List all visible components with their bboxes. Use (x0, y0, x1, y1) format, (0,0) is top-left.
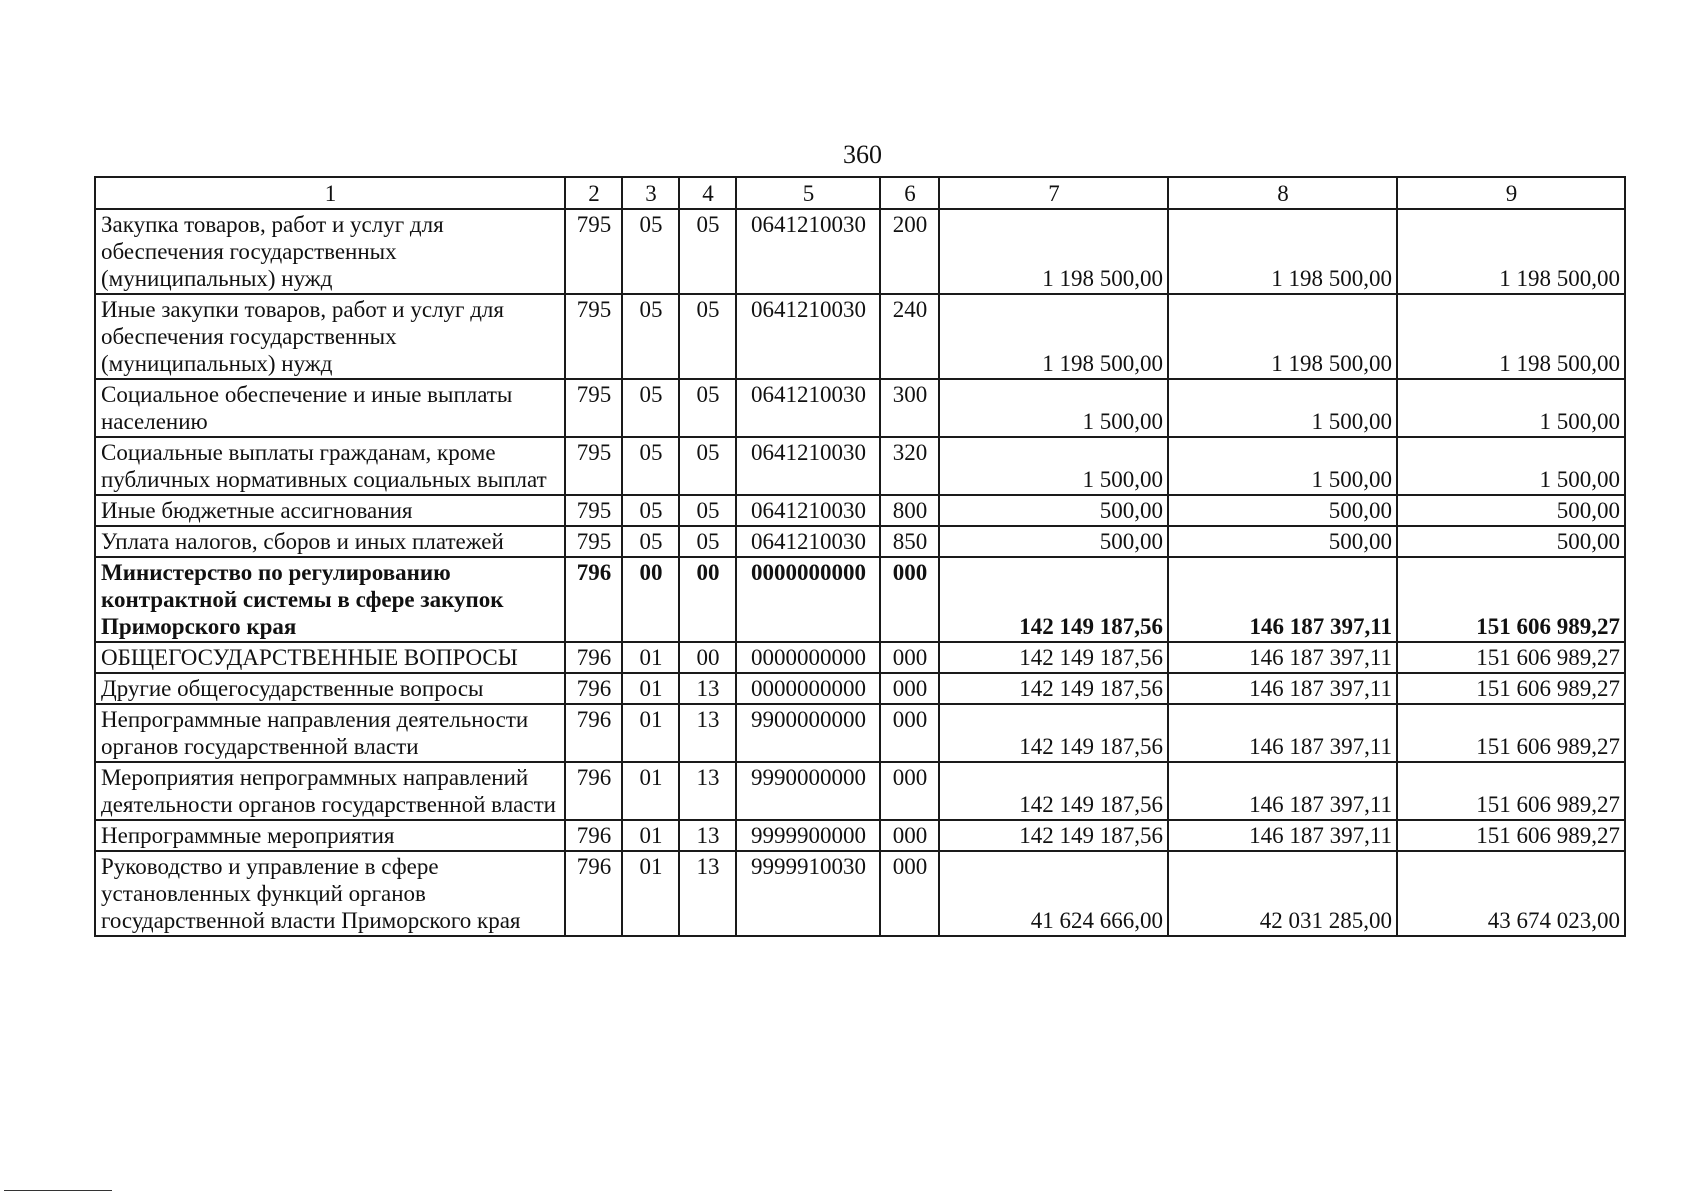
cell-expense-type: 320 (880, 437, 939, 495)
cell-amount-year3: 43 674 023,00 (1397, 851, 1625, 936)
cell-admin-code: 795 (565, 526, 622, 557)
cell-target-article: 0000000000 (736, 557, 880, 642)
table-row (95, 379, 1625, 437)
cell-expense-type: 800 (880, 495, 939, 526)
cell-subsection: 00 (679, 642, 736, 673)
cell-amount-year1: 142 149 187,56 (939, 557, 1168, 642)
table-row (95, 642, 1625, 673)
cell-amount-year1: 142 149 187,56 (939, 762, 1168, 820)
cell-expense-type: 000 (880, 704, 939, 762)
table-row (95, 704, 1625, 762)
cell-target-article: 9999910030 (736, 851, 880, 936)
cell-name: Мероприятия непрограммных направлений деятельности органов государственной власти (95, 762, 565, 820)
cell-expense-type: 000 (880, 762, 939, 820)
cell-amount-year1: 1 198 500,00 (939, 294, 1168, 379)
cell-amount-year3: 151 606 989,27 (1397, 673, 1625, 704)
table-row (95, 526, 1625, 557)
cell-section: 05 (622, 437, 679, 495)
cell-target-article: 0641210030 (736, 526, 880, 557)
cell-name: Министерство по регулированию контрактной системы в сфере закупок Приморского края (95, 557, 565, 642)
cell-amount-year3: 1 198 500,00 (1397, 294, 1625, 379)
cell-amount-year2: 1 198 500,00 (1168, 209, 1397, 294)
cell-name: Уплата налогов, сборов и иных платежей (95, 526, 565, 557)
cell-admin-code: 795 (565, 209, 622, 294)
cell-amount-year1: 41 624 666,00 (939, 851, 1168, 936)
cell-section: 01 (622, 704, 679, 762)
cell-target-article: 0000000000 (736, 642, 880, 673)
cell-section: 01 (622, 851, 679, 936)
cell-amount-year1: 142 149 187,56 (939, 642, 1168, 673)
cell-target-article: 0641210030 (736, 294, 880, 379)
cell-admin-code: 796 (565, 851, 622, 936)
cell-subsection: 05 (679, 209, 736, 294)
cell-subsection: 05 (679, 495, 736, 526)
cell-target-article: 9900000000 (736, 704, 880, 762)
cell-target-article: 0641210030 (736, 437, 880, 495)
cell-amount-year1: 1 500,00 (939, 437, 1168, 495)
table-row (95, 294, 1625, 379)
cell-amount-year3: 151 606 989,27 (1397, 704, 1625, 762)
column-header: 9 (1397, 177, 1625, 209)
cell-admin-code: 795 (565, 294, 622, 379)
cell-target-article: 0641210030 (736, 495, 880, 526)
cell-amount-year2: 146 187 397,11 (1168, 673, 1397, 704)
cell-amount-year3: 151 606 989,27 (1397, 820, 1625, 851)
cell-amount-year3: 1 500,00 (1397, 379, 1625, 437)
cell-target-article: 9999900000 (736, 820, 880, 851)
cell-subsection: 13 (679, 673, 736, 704)
cell-amount-year2: 42 031 285,00 (1168, 851, 1397, 936)
cell-expense-type: 200 (880, 209, 939, 294)
column-header: 1 (95, 177, 565, 209)
table-row (95, 495, 1625, 526)
cell-name: Иные закупки товаров, работ и услуг для обеспечения государственных (муниципальных) нужд (95, 294, 565, 379)
cell-admin-code: 796 (565, 642, 622, 673)
budget-table (94, 176, 1626, 937)
page-number: 360 (843, 140, 882, 169)
column-header: 4 (679, 177, 736, 209)
table-row (95, 673, 1625, 704)
table-row (95, 209, 1625, 294)
cell-amount-year2: 500,00 (1168, 526, 1397, 557)
cell-name: ОБЩЕГОСУДАРСТВЕННЫЕ ВОПРОСЫ (95, 642, 565, 673)
cell-subsection: 05 (679, 437, 736, 495)
cell-admin-code: 796 (565, 704, 622, 762)
table-row (95, 437, 1625, 495)
cell-amount-year3: 1 500,00 (1397, 437, 1625, 495)
cell-subsection: 05 (679, 294, 736, 379)
cell-admin-code: 796 (565, 557, 622, 642)
cell-section: 01 (622, 762, 679, 820)
cell-subsection: 05 (679, 379, 736, 437)
cell-target-article: 0641210030 (736, 209, 880, 294)
cell-subsection: 13 (679, 820, 736, 851)
cell-expense-type: 000 (880, 851, 939, 936)
cell-admin-code: 796 (565, 820, 622, 851)
cell-name: Руководство и управление в сфере установленных функций органов государственной власти Приморского края (95, 851, 565, 936)
cell-target-article: 0641210030 (736, 379, 880, 437)
cell-amount-year3: 151 606 989,27 (1397, 762, 1625, 820)
cell-amount-year2: 146 187 397,11 (1168, 820, 1397, 851)
column-header: 5 (736, 177, 880, 209)
cell-expense-type: 000 (880, 557, 939, 642)
cell-amount-year1: 1 198 500,00 (939, 209, 1168, 294)
cell-amount-year2: 1 500,00 (1168, 379, 1397, 437)
cell-amount-year1: 142 149 187,56 (939, 704, 1168, 762)
cell-amount-year1: 500,00 (939, 526, 1168, 557)
cell-target-article: 0000000000 (736, 673, 880, 704)
cell-amount-year1: 500,00 (939, 495, 1168, 526)
cell-section: 05 (622, 209, 679, 294)
cell-name: Непрограммные направления деятельности органов государственной власти (95, 704, 565, 762)
column-header: 3 (622, 177, 679, 209)
cell-section: 01 (622, 820, 679, 851)
cell-amount-year3: 1 198 500,00 (1397, 209, 1625, 294)
cell-admin-code: 795 (565, 495, 622, 526)
cell-amount-year1: 1 500,00 (939, 379, 1168, 437)
table-row (95, 851, 1625, 936)
cell-amount-year2: 1 500,00 (1168, 437, 1397, 495)
cell-amount-year2: 500,00 (1168, 495, 1397, 526)
cell-subsection: 05 (679, 526, 736, 557)
cell-amount-year3: 500,00 (1397, 526, 1625, 557)
cell-amount-year1: 142 149 187,56 (939, 673, 1168, 704)
cell-section: 05 (622, 294, 679, 379)
cell-name: Социальные выплаты гражданам, кроме публичных нормативных социальных выплат (95, 437, 565, 495)
column-header: 6 (880, 177, 939, 209)
cell-admin-code: 796 (565, 673, 622, 704)
cell-amount-year2: 146 187 397,11 (1168, 704, 1397, 762)
cell-subsection: 13 (679, 851, 736, 936)
cell-amount-year1: 142 149 187,56 (939, 820, 1168, 851)
cell-amount-year3: 151 606 989,27 (1397, 557, 1625, 642)
cell-section: 01 (622, 642, 679, 673)
cell-expense-type: 000 (880, 820, 939, 851)
cell-section: 05 (622, 526, 679, 557)
cell-subsection: 13 (679, 704, 736, 762)
cell-expense-type: 850 (880, 526, 939, 557)
cell-amount-year3: 500,00 (1397, 495, 1625, 526)
cell-admin-code: 795 (565, 437, 622, 495)
cell-name: Иные бюджетные ассигнования (95, 495, 565, 526)
footnote-separator (4, 1190, 112, 1191)
cell-subsection: 00 (679, 557, 736, 642)
column-header: 8 (1168, 177, 1397, 209)
cell-expense-type: 300 (880, 379, 939, 437)
cell-amount-year3: 151 606 989,27 (1397, 642, 1625, 673)
cell-name: Другие общегосударственные вопросы (95, 673, 565, 704)
cell-name: Социальное обеспечение и иные выплаты населению (95, 379, 565, 437)
cell-section: 01 (622, 673, 679, 704)
cell-expense-type: 000 (880, 642, 939, 673)
cell-amount-year2: 146 187 397,11 (1168, 762, 1397, 820)
table-row (95, 762, 1625, 820)
table-row (95, 820, 1625, 851)
header-row (95, 177, 1625, 209)
cell-expense-type: 000 (880, 673, 939, 704)
cell-target-article: 9990000000 (736, 762, 880, 820)
cell-amount-year2: 146 187 397,11 (1168, 557, 1397, 642)
column-header: 2 (565, 177, 622, 209)
cell-name: Закупка товаров, работ и услуг для обеспечения государственных (муниципальных) нужд (95, 209, 565, 294)
cell-subsection: 13 (679, 762, 736, 820)
column-header: 7 (939, 177, 1168, 209)
cell-amount-year2: 1 198 500,00 (1168, 294, 1397, 379)
cell-section: 05 (622, 495, 679, 526)
cell-section: 00 (622, 557, 679, 642)
table-row (95, 557, 1625, 642)
cell-amount-year2: 146 187 397,11 (1168, 642, 1397, 673)
cell-admin-code: 796 (565, 762, 622, 820)
cell-expense-type: 240 (880, 294, 939, 379)
cell-section: 05 (622, 379, 679, 437)
cell-admin-code: 795 (565, 379, 622, 437)
cell-name: Непрограммные мероприятия (95, 820, 565, 851)
